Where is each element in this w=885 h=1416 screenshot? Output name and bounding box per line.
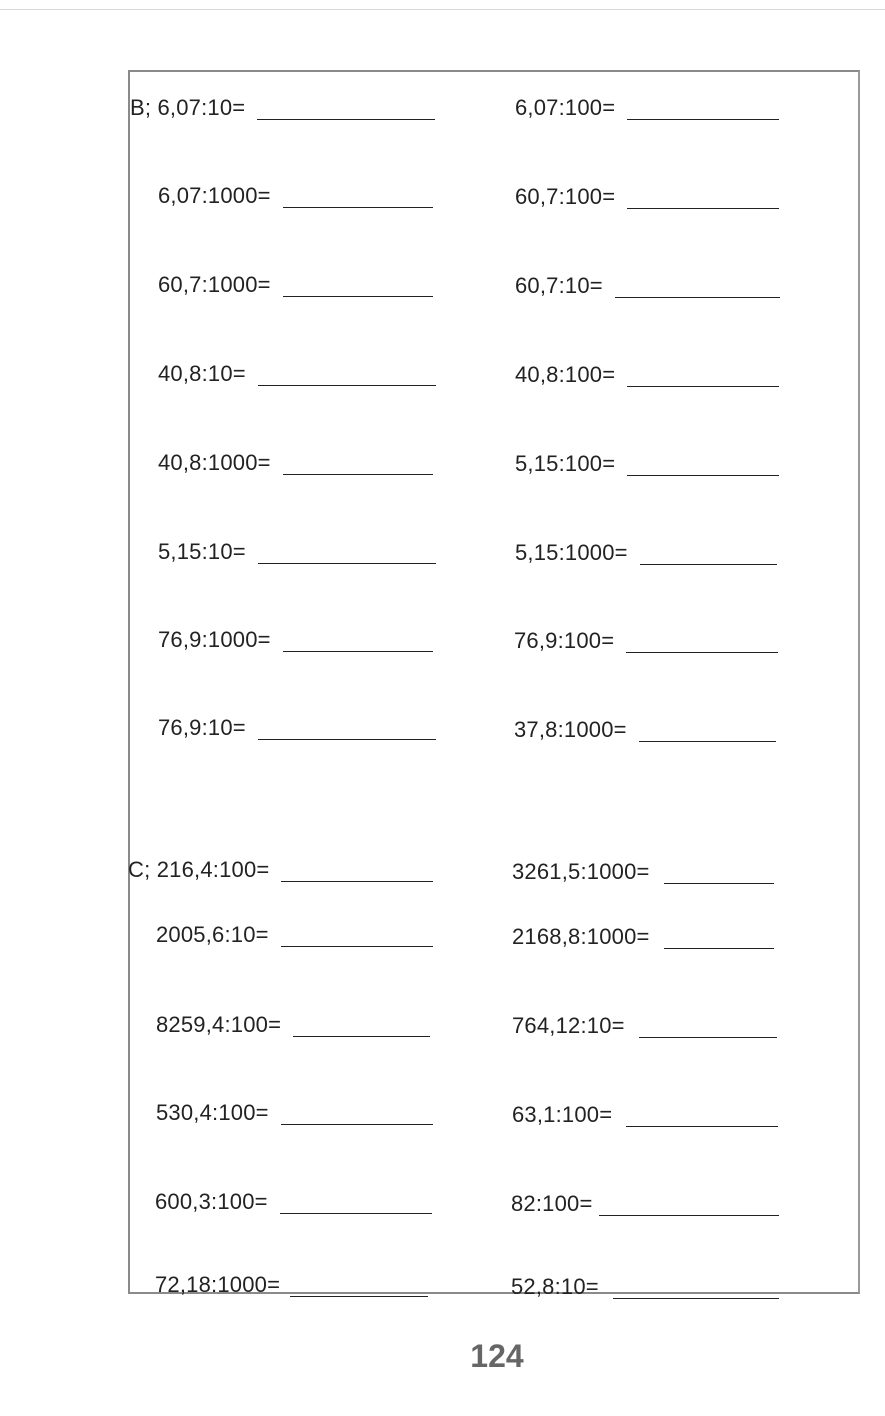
exercise-row: [158, 622, 433, 652]
expression: 5,15:10=: [158, 539, 246, 564]
exercise-row: [515, 268, 780, 298]
answer-line[interactable]: [257, 119, 435, 120]
answer-line[interactable]: [640, 564, 777, 565]
answer-line[interactable]: [664, 883, 774, 884]
expression: 60,7:100=: [515, 184, 616, 209]
exercise-row: [515, 179, 779, 209]
answer-line[interactable]: [627, 475, 779, 476]
answer-line[interactable]: [626, 1126, 778, 1127]
answer-line[interactable]: [599, 1215, 779, 1216]
expression: B; 6,07:10=: [130, 95, 246, 120]
exercise-row: [512, 1008, 777, 1038]
answer-line[interactable]: [627, 208, 779, 209]
expression: 6,07:1000=: [158, 183, 271, 208]
answer-line[interactable]: [258, 563, 436, 564]
answer-line[interactable]: [280, 1213, 432, 1214]
answer-line[interactable]: [281, 1124, 433, 1125]
answer-line[interactable]: [615, 297, 780, 298]
answer-line[interactable]: [639, 741, 776, 742]
answer-line[interactable]: [626, 652, 778, 653]
exercise-row: [515, 357, 779, 387]
exercise-row: [158, 267, 433, 297]
expression: 60,7:10=: [515, 273, 603, 298]
expression: 3261,5:1000=: [512, 859, 650, 884]
exercise-row: [511, 1186, 779, 1216]
expression: 600,3:100=: [155, 1189, 268, 1214]
expression: 6,07:100=: [515, 95, 616, 120]
top-rule: [0, 9, 885, 10]
answer-line[interactable]: [290, 1296, 428, 1297]
answer-line[interactable]: [293, 1036, 430, 1037]
expression: 5,15:1000=: [515, 540, 628, 565]
answer-line[interactable]: [258, 739, 436, 740]
exercise-row: [158, 710, 436, 740]
exercise-row: [515, 90, 779, 120]
exercise-row: [156, 1007, 430, 1037]
expression: 76,9:100=: [514, 628, 615, 653]
exercise-row: [515, 446, 779, 476]
exercise-row: [156, 1095, 433, 1125]
answer-line[interactable]: [283, 207, 433, 208]
exercise-row: [512, 1097, 778, 1127]
exercise-row: [128, 852, 433, 882]
answer-line[interactable]: [283, 651, 433, 652]
expression: 8259,4:100=: [156, 1012, 282, 1037]
expression: 63,1:100=: [512, 1102, 613, 1127]
exercise-row: [512, 919, 774, 949]
answer-line[interactable]: [281, 881, 433, 882]
exercise-row: [512, 854, 774, 884]
expression: 40,8:1000=: [158, 450, 271, 475]
page-number: 124: [470, 1338, 524, 1374]
expression: 530,4:100=: [156, 1100, 269, 1125]
exercise-row: [156, 917, 433, 947]
expression: 72,18:1000=: [155, 1272, 281, 1297]
answer-line[interactable]: [639, 1037, 777, 1038]
exercise-row: [511, 1269, 779, 1299]
answer-line[interactable]: [613, 1298, 779, 1299]
answer-line[interactable]: [627, 119, 779, 120]
answer-line[interactable]: [664, 948, 774, 949]
exercise-row: [515, 535, 777, 565]
expression: 2168,8:1000=: [512, 924, 650, 949]
exercise-row: [158, 534, 436, 564]
exercise-row: [158, 178, 433, 208]
expression: C; 216,4:100=: [128, 857, 270, 882]
expression: 2005,6:10=: [156, 922, 269, 947]
expression: 76,9:10=: [158, 715, 246, 740]
answer-line[interactable]: [627, 386, 779, 387]
exercise-row: [514, 712, 776, 742]
expression: 76,9:1000=: [158, 627, 271, 652]
expression: 40,8:100=: [515, 362, 616, 387]
answer-line[interactable]: [283, 296, 433, 297]
exercise-row: [155, 1184, 432, 1214]
expression: 37,8:1000=: [514, 717, 627, 742]
expression: 52,8:10=: [511, 1274, 599, 1299]
answer-line[interactable]: [281, 946, 433, 947]
expression: 82:100=: [511, 1191, 593, 1216]
expression: 60,7:1000=: [158, 272, 271, 297]
answer-line[interactable]: [283, 474, 433, 475]
exercise-row: [130, 90, 435, 120]
exercise-row: [158, 356, 436, 386]
expression: 764,12:10=: [512, 1013, 625, 1038]
answer-line[interactable]: [258, 385, 436, 386]
exercise-row: [155, 1267, 428, 1297]
exercise-row: [514, 623, 778, 653]
exercise-row: [158, 445, 433, 475]
expression: 5,15:100=: [515, 451, 616, 476]
expression: 40,8:10=: [158, 361, 246, 386]
